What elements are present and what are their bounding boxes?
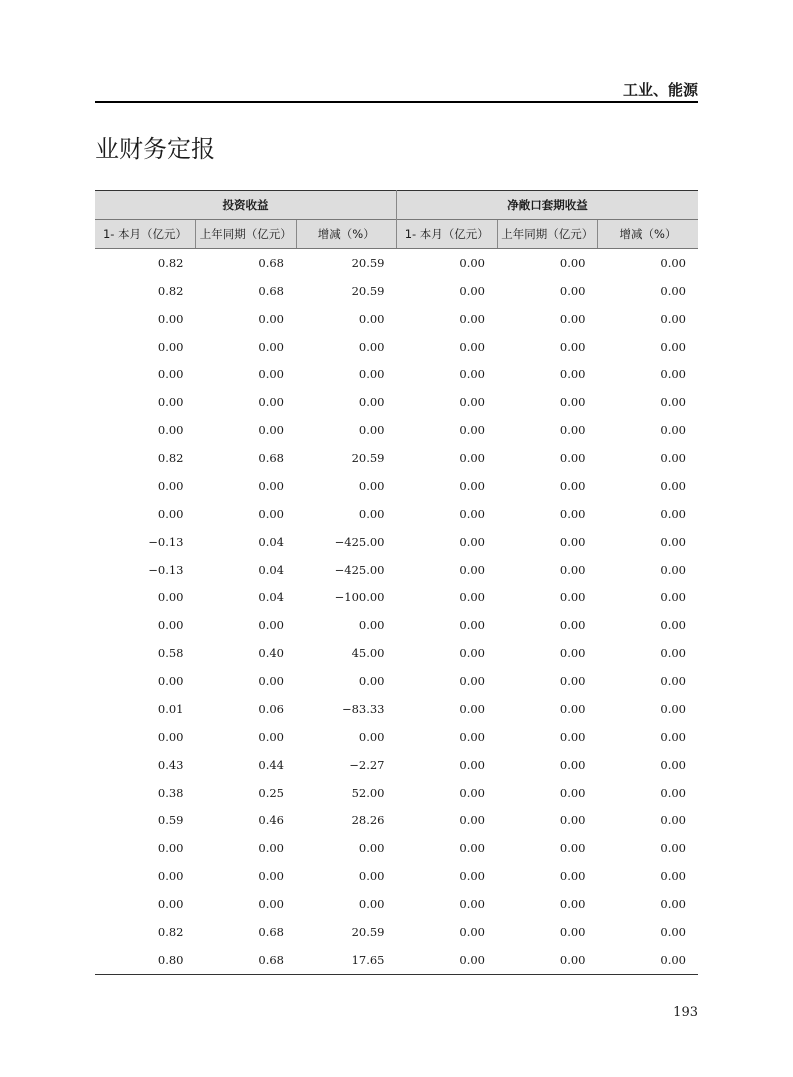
table-cell: 0.00 xyxy=(358,506,385,521)
column-header: 1- 本月（亿元） xyxy=(95,220,196,249)
table-cell: 0.00 xyxy=(660,674,686,689)
column-header: 增减（%） xyxy=(296,220,397,249)
table-cell: −0.13 xyxy=(148,562,184,577)
table-cell: 20.59 xyxy=(351,255,385,270)
table-cell: −425.00 xyxy=(334,562,385,577)
table-cell: 0.59 xyxy=(157,813,184,828)
group-header-hedge-income: 净敞口套期收益 xyxy=(397,191,699,220)
table-cell: 0.00 xyxy=(459,451,485,466)
table-cell: 0.00 xyxy=(258,674,284,689)
table-cell: 0.00 xyxy=(559,255,586,270)
table-cell: 0.00 xyxy=(157,339,184,354)
table-row xyxy=(95,918,698,946)
table-cell: 0.00 xyxy=(559,367,586,382)
table-cell: 0.68 xyxy=(258,451,284,466)
table-cell: 0.00 xyxy=(258,618,284,633)
table-cell: 20.59 xyxy=(351,451,385,466)
table-row xyxy=(95,667,698,695)
table-cell: 0.58 xyxy=(157,646,184,661)
page-title: 业财务定报 xyxy=(95,135,215,163)
column-header: 上年同期（亿元） xyxy=(497,220,598,249)
table-body xyxy=(95,249,698,975)
table-cell: 45.00 xyxy=(351,646,385,661)
table-cell: 0.00 xyxy=(559,283,586,298)
table-cell: 0.00 xyxy=(397,946,498,974)
table-cell: 0.00 xyxy=(358,869,385,884)
table-cell: 0.00 xyxy=(559,506,586,521)
table-cell: 0.00 xyxy=(660,367,686,382)
table-row xyxy=(95,611,698,639)
table-cell: 0.68 xyxy=(258,283,284,298)
table-cell: 0.00 xyxy=(559,785,586,800)
table-cell: 0.00 xyxy=(459,506,485,521)
table-cell: 0.00 xyxy=(459,674,485,689)
table-cell: 0.00 xyxy=(258,423,284,438)
table-row xyxy=(95,472,698,500)
table-cell: 0.00 xyxy=(459,255,485,270)
table-row xyxy=(95,277,698,305)
table-row xyxy=(95,249,698,277)
table-row xyxy=(95,862,698,890)
table-row xyxy=(95,723,698,751)
table-cell: 0.00 xyxy=(660,785,686,800)
table-cell: 0.00 xyxy=(258,506,284,521)
table-cell: 0.00 xyxy=(459,562,485,577)
table-cell: −100.00 xyxy=(334,590,385,605)
table-cell: 0.00 xyxy=(660,590,686,605)
table-cell: 0.00 xyxy=(258,897,284,912)
table-cell: 0.68 xyxy=(258,924,284,939)
table-cell: 0.00 xyxy=(459,590,485,605)
table-cell: 0.00 xyxy=(559,646,586,661)
table-cell: 0.00 xyxy=(559,562,586,577)
group-header-row xyxy=(95,191,698,220)
table-cell: 0.00 xyxy=(157,590,184,605)
table-cell: 0.00 xyxy=(157,506,184,521)
table-cell: 0.00 xyxy=(157,367,184,382)
table-cell: 0.44 xyxy=(258,757,284,772)
table-cell: −425.00 xyxy=(334,534,385,549)
table-cell: 0.00 xyxy=(660,646,686,661)
table-cell: 0.00 xyxy=(358,339,385,354)
table-cell: 0.00 xyxy=(157,478,184,493)
table-cell: 0.00 xyxy=(258,367,284,382)
table-cell: 0.82 xyxy=(157,451,184,466)
table-cell: 0.00 xyxy=(660,311,686,326)
table-cell: 0.00 xyxy=(459,897,485,912)
table-cell: 0.38 xyxy=(157,785,184,800)
table-cell: 0.00 xyxy=(358,311,385,326)
table-cell: 0.00 xyxy=(459,841,485,856)
table-cell: 0.00 xyxy=(459,646,485,661)
table-row xyxy=(95,528,698,556)
table-cell: 0.68 xyxy=(196,946,297,974)
table-cell: 0.00 xyxy=(358,729,385,744)
group-header-investment-income: 投资收益 xyxy=(95,191,397,220)
table-cell: 0.00 xyxy=(559,869,586,884)
table-cell: 0.00 xyxy=(358,674,385,689)
table-cell: 0.00 xyxy=(459,869,485,884)
table-cell: 0.00 xyxy=(598,946,699,974)
table-cell: 0.00 xyxy=(459,339,485,354)
table-cell: 0.00 xyxy=(157,311,184,326)
table-row xyxy=(95,388,698,416)
table-cell: 0.00 xyxy=(559,701,586,716)
column-header: 上年同期（亿元） xyxy=(196,220,297,249)
table-cell: 0.00 xyxy=(559,729,586,744)
table-cell: 0.00 xyxy=(459,785,485,800)
table-cell: 0.68 xyxy=(258,255,284,270)
table-header xyxy=(95,191,698,249)
table-cell: 0.00 xyxy=(258,339,284,354)
table-cell: −2.27 xyxy=(349,757,385,772)
table-cell: 0.00 xyxy=(660,506,686,521)
table-cell: 0.82 xyxy=(157,924,184,939)
table-row xyxy=(95,834,698,862)
table-row xyxy=(95,305,698,333)
table-cell: 0.00 xyxy=(497,946,598,974)
table-cell: 0.00 xyxy=(660,757,686,772)
table-cell: 0.00 xyxy=(459,924,485,939)
table-cell: 0.00 xyxy=(258,395,284,410)
table-cell: 0.00 xyxy=(358,478,385,493)
table-row xyxy=(95,584,698,612)
table-cell: 0.04 xyxy=(258,590,284,605)
table-cell: 0.00 xyxy=(459,729,485,744)
table-cell: 0.00 xyxy=(459,395,485,410)
table-cell: 0.00 xyxy=(559,478,586,493)
table-cell: 0.00 xyxy=(358,618,385,633)
table-cell: 0.00 xyxy=(459,813,485,828)
table-cell: 0.00 xyxy=(660,897,686,912)
table-cell: 0.25 xyxy=(258,785,284,800)
table-cell: 0.00 xyxy=(358,367,385,382)
table-row xyxy=(95,556,698,584)
table-cell: 0.00 xyxy=(660,701,686,716)
table-cell: 0.00 xyxy=(157,674,184,689)
table-cell: 0.00 xyxy=(157,869,184,884)
table-row xyxy=(95,639,698,667)
table-cell: 0.80 xyxy=(95,946,196,974)
table-cell: 0.00 xyxy=(559,534,586,549)
table-cell: 52.00 xyxy=(351,785,385,800)
table-cell: 0.00 xyxy=(559,311,586,326)
table-cell: 0.00 xyxy=(459,283,485,298)
table-row xyxy=(95,444,698,472)
table-cell: 0.00 xyxy=(559,339,586,354)
table-cell: 0.06 xyxy=(258,701,284,716)
column-header: 1- 本月（亿元） xyxy=(397,220,498,249)
table-cell: 0.00 xyxy=(660,562,686,577)
table-cell: −0.13 xyxy=(148,534,184,549)
table-cell: 0.00 xyxy=(559,674,586,689)
table-cell: 0.00 xyxy=(258,729,284,744)
page-number: 193 xyxy=(673,1005,698,1020)
table-cell: 0.00 xyxy=(660,729,686,744)
table-cell: 0.00 xyxy=(258,478,284,493)
column-header-row xyxy=(95,220,698,249)
table-cell: 0.00 xyxy=(660,534,686,549)
table-row xyxy=(95,333,698,361)
table-cell: 0.00 xyxy=(660,339,686,354)
table-cell: 0.00 xyxy=(559,757,586,772)
table-row xyxy=(95,361,698,389)
table-row xyxy=(95,695,698,723)
table-cell: 0.82 xyxy=(157,255,184,270)
table-cell: 0.00 xyxy=(660,841,686,856)
table-cell: 0.00 xyxy=(559,841,586,856)
table-cell: 0.00 xyxy=(157,423,184,438)
table-cell: 0.00 xyxy=(157,841,184,856)
table-row xyxy=(95,500,698,528)
table-cell: 0.00 xyxy=(660,618,686,633)
table-row xyxy=(95,416,698,444)
table-cell: 0.00 xyxy=(258,869,284,884)
table-cell: 0.00 xyxy=(660,255,686,270)
section-header: 工业、能源 xyxy=(622,81,698,99)
table-cell: 0.00 xyxy=(459,478,485,493)
table-cell: 20.59 xyxy=(351,283,385,298)
table-cell: 0.01 xyxy=(157,701,184,716)
table-cell: 0.00 xyxy=(459,534,485,549)
table-row xyxy=(95,751,698,779)
table-cell: 0.00 xyxy=(660,869,686,884)
table-cell: 0.00 xyxy=(559,897,586,912)
table-cell: 0.00 xyxy=(559,423,586,438)
table-cell: 0.00 xyxy=(459,757,485,772)
table-cell: 0.40 xyxy=(258,646,284,661)
table-row xyxy=(95,807,698,835)
table-cell: 0.00 xyxy=(258,311,284,326)
table-cell: 0.46 xyxy=(258,813,284,828)
table-cell: 0.00 xyxy=(157,618,184,633)
table-cell: 0.00 xyxy=(459,367,485,382)
table-row xyxy=(95,779,698,807)
table-cell: 0.00 xyxy=(459,701,485,716)
table-cell: 28.26 xyxy=(351,813,385,828)
table-cell: 0.00 xyxy=(258,841,284,856)
table-cell: 0.00 xyxy=(559,395,586,410)
table-cell: 0.00 xyxy=(459,311,485,326)
table-cell: 0.00 xyxy=(660,813,686,828)
table-row xyxy=(95,890,698,918)
table-row xyxy=(95,946,698,974)
table-cell: 0.00 xyxy=(660,283,686,298)
table-cell: 0.82 xyxy=(157,283,184,298)
table-cell: 0.43 xyxy=(157,757,184,772)
table-cell: 0.00 xyxy=(660,423,686,438)
financial-table xyxy=(95,190,698,975)
table-cell: 0.04 xyxy=(258,562,284,577)
table-cell: 0.00 xyxy=(358,423,385,438)
table-cell: 0.00 xyxy=(157,395,184,410)
table-cell: 20.59 xyxy=(351,924,385,939)
table-cell: 0.00 xyxy=(559,813,586,828)
table-cell: 0.00 xyxy=(660,451,686,466)
table-cell: 0.00 xyxy=(660,924,686,939)
table-cell: 0.00 xyxy=(559,451,586,466)
table-cell: 17.65 xyxy=(296,946,397,974)
data-table-container xyxy=(95,190,698,975)
table-cell: 0.00 xyxy=(358,841,385,856)
table-cell: 0.00 xyxy=(358,395,385,410)
table-cell: 0.00 xyxy=(459,423,485,438)
table-cell: 0.00 xyxy=(459,618,485,633)
table-cell: 0.00 xyxy=(358,897,385,912)
table-cell: 0.04 xyxy=(258,534,284,549)
table-cell: 0.00 xyxy=(559,924,586,939)
table-cell: 0.00 xyxy=(157,897,184,912)
table-cell: 0.00 xyxy=(660,395,686,410)
column-header: 增减（%） xyxy=(598,220,699,249)
table-cell: 0.00 xyxy=(660,478,686,493)
table-cell: −83.33 xyxy=(341,701,385,716)
table-cell: 0.00 xyxy=(559,618,586,633)
table-cell: 0.00 xyxy=(559,590,586,605)
section-divider xyxy=(95,101,698,103)
table-cell: 0.00 xyxy=(157,729,184,744)
